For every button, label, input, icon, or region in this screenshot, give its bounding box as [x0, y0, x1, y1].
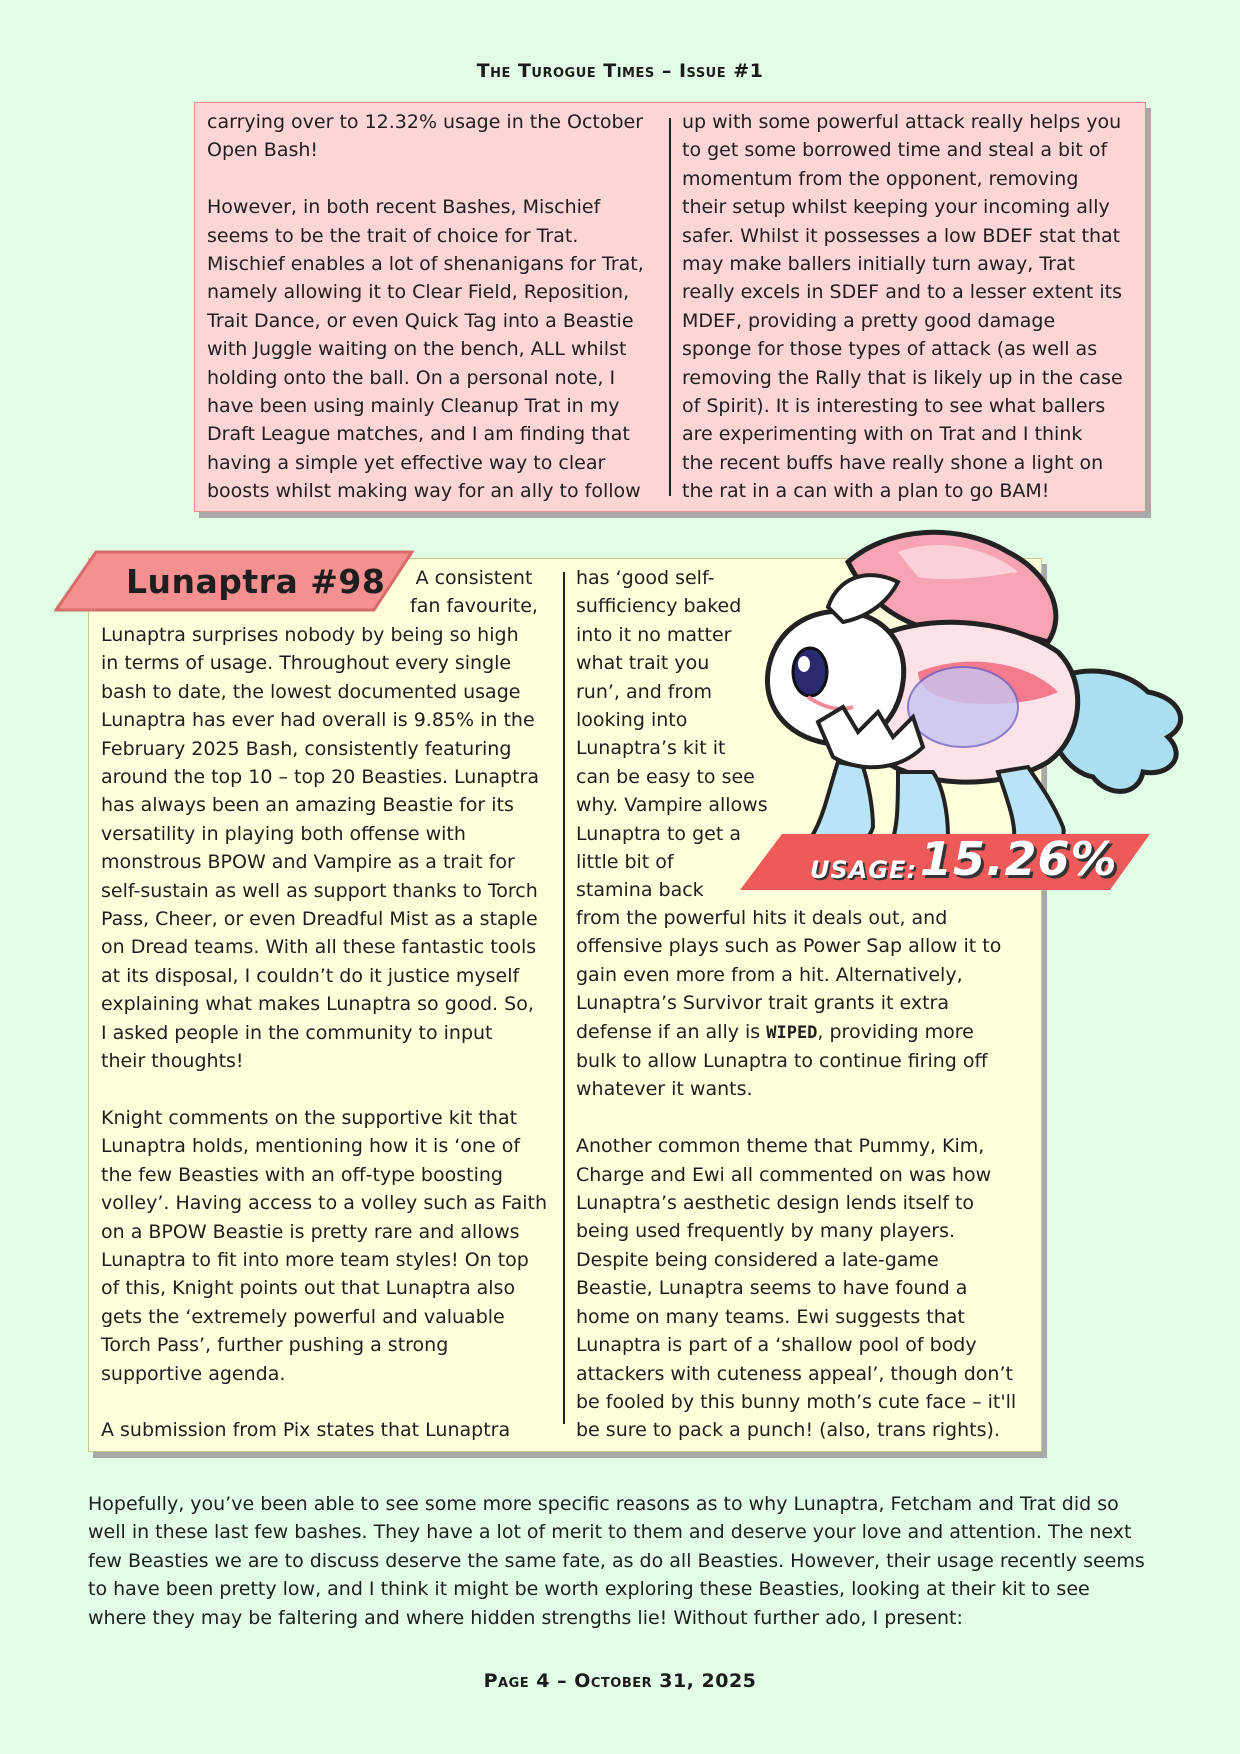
lunaptra-column-divider — [563, 572, 565, 1424]
lunaptra-column-right-narrow: has ‘good self- sufficiency baked into it no matter what trait you run’, and from looking into Lunaptra’s kit it can be easy to see why. Vampire allows Lunaptra to get a little bit of stamina back — [576, 567, 768, 902]
page-footer: Page 4 – October 31, 2025 — [483, 1670, 757, 1692]
right-text-part-b: , providing more bulk to allow Lunaptra to continue firing off whatever it wants. Another common theme that Pummy, Kim, Charge and Ewi all commented on was how Lunaptra’s aesthetic design lends itself to being used frequently by many players. Despite being considered a late-game Beastie, Lunaptra seems to have found a home on many teams. Ewi suggests that Lunaptra is part of a ‘shallow pool of body attackers with cuteness appeal’, though don’t be fooled by this bunny moth’s cute face – it'll be sure to pack a punch! (also, trans rights). — [576, 1020, 1017, 1442]
lunaptra-column-right-wide — [576, 904, 1046, 1445]
page-header: The Turogue Times – Issue #1 — [476, 60, 764, 82]
closing-paragraph: Hopefully, you’ve been able to see some more specific reasons as to why Lunaptra, Fetcham and Trat did so well in these last few bashes. They have a lot of merit to them and deserve your love and attention. The next few Beasties we are to discuss deserve the same fate, as do all Beasties. However, their usage recently seems to have been pretty low, and I think it might be worth exploring these Beasties, looking at their kit to see where they may be faltering and where hidden strengths lie! Without further ado, I present: — [88, 1493, 1145, 1629]
usage-label: USAGE: — [810, 856, 918, 884]
usage-value: 15.26% — [920, 832, 1118, 886]
trat-column-right: up with some powerful attack really helps you to get some borrowed time and steal a bit of momentum from the opponent, removing their setup whilst keeping your incoming ally safer. Whilst it possesses a low BDEF stat that may make ballers initially turn away, Trat really excels in SDEF and to a lesser extent its MDEF, providing a pretty good damage sponge for those types of attack (as well as removing the Rally that is likely up in the case of Spirit). It is interesting to see what ballers are experimenting with on Trat and I think the recent buffs have really shone a light on the rat in a can with a plan to go BAM! — [682, 111, 1123, 503]
trat-column-divider — [669, 118, 671, 496]
right-text-part-a: from the powerful hits it deals out, and offensive plays such as Power Sap allow it to gain even more from a hit. Alternatively, Lunaptra’s Survivor trait grants it extra defense if an ally is — [576, 907, 1002, 1043]
article-title: Lunaptra #98 — [126, 562, 386, 601]
trat-column-left: carrying over to 12.32% usage in the October Open Bash! However, in both recent Bashes, Mischief seems to be the trait of choice for Trat. Mischief enables a lot of shenanigans for Trat, namely allowing it to Clear Field, Reposition, Trait Dance, or even Quick Tag into a Beastie with Juggle waiting on the bench, ALL whilst holding onto the ball. On a personal note, I have been using mainly Cleanup Trat in my Draft League matches, and I am finding that having a simple yet effective way to clear boosts whilst making way for an ally to follow — [207, 111, 644, 503]
wiped-keyword: WIPED — [766, 1022, 818, 1043]
lunaptra-column-left: Lunaptra surprises nobody by being so high in terms of usage. Throughout every single bash to date, the lowest documented usage Lunaptra has ever had overall is 9.85% in the February 2025 Bash, consistently featuring around the top 10 – top 20 Beasties. Lunaptra has always been an amazing Beastie for its versatility in playing both offense with monstrous BPOW and Vampire as a trait for self-sustain as well as support thanks to Torch Pass, Cheer, or even Dreadful Mist as a staple on Dread teams. With all these fantastic tools at its disposal, I couldn’t do it justice myself explaining what makes Lunaptra so good. So, I asked people in the community to input their thoughts! Knight comments on the supportive kit that Lunaptra holds, mentioning how it is ‘one of the few Beasties with an off-type boosting volley’. Having access to a volley such as Faith on a BPOW Beastie is pretty rare and allows Lunaptra to fit into more team styles! On top of this, Knight points out that Lunaptra also gets the ‘extremely powerful and valuable Torch Pass’, further pushing a strong supportive agenda. A submission from Pix states that Lunaptra — [101, 624, 547, 1442]
lunaptra-intro-text: A consistent fan favourite, — [410, 567, 538, 618]
